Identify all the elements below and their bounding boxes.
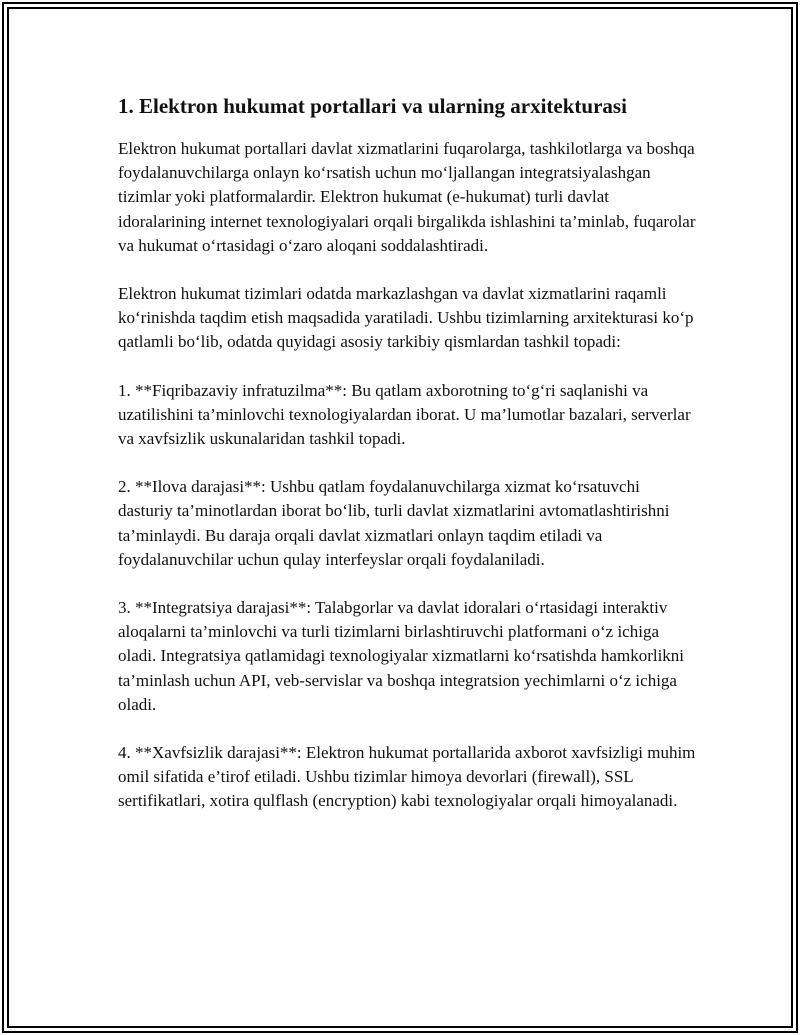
paragraph-architecture: Elektron hukumat tizimlari odatda markazlashgan va davlat xizmatlarini raqamli ko‘rinishda taqdim etish maqsadida yaratiladi. Ushbu tizimlarning arxitekturasi ko‘p qatlamli bo‘lib, odatda quyidagi asosiy tarkibiy qismlardan tashkil topadi: bbox=[118, 284, 694, 352]
list-item-integration-layer: 3. **Integratsiya darajasi**: Talabgorlar va davlat idoralari o‘rtasidagi interaktiv aloqalarni ta’minlovchi va turli tizimlarni birlashtiruvchi platformani o‘z ichiga oladi. Integratsiya qatlamidagi texnologiyalar xizmatlarni ko‘rsatishda hamkorlikni ta’minlash uchun API, veb-servislar va boshqa integratsion yechimlarni o‘z ichiga oladi. bbox=[118, 598, 685, 714]
list-item-application-layer: 2. **Ilova darajasi**: Ushbu qatlam foydalanuvchilarga xizmat ko‘rsatuvchi dasturiy ta’minotlardan iborat bo‘lib, turli davlat xizmatlarini avtomatlashtirishni ta’minlaydi. Bu daraja orqali davlat xizmatlari onlayn taqdim etiladi va foydalanuvchilar uchun qulay interfeyslar orqali foydalaniladi. bbox=[118, 477, 670, 569]
list-item-security-layer: 4. **Xavfsizlik darajasi**: Elektron hukumat portallarida axborot xavfsizligi muhim omil sifatida e’tirof etiladi. Ushbu tizimlar himoya devorlari (firewall), SSL sertifikatlari, xotira qulflash (encryption) kabi texnologiyalar orqali himoyalanadi. bbox=[118, 743, 696, 811]
paragraph-intro: Elektron hukumat portallari davlat xizmatlarini fuqarolarga, tashkilotlarga va boshqa foydalanuvchilarga onlayn ko‘rsatish uchun mo‘ljallangan integratsiyalashgan tizimlar yoki platformalardir. Elektron hukumat (e-hukumat) turli davlat idoralarining internet texnologiyalari orqali birgalikda ishlashini ta’minlab, fuqarolar va hukumat o‘rtasidagi o‘zaro aloqani soddalashtiradi. bbox=[118, 139, 696, 255]
section-heading: 1. Elektron hukumat portallari va ularning arxitekturasi bbox=[118, 94, 627, 118]
document-body bbox=[118, 93, 698, 838]
list-item-infrastructure: 1. **Fiqribazaviy infratuzilma**: Bu qatlam axborotning to‘g‘ri saqlanishi va uzatilishini ta’minlovchi texnologiyalardan iborat. U ma’lumotlar bazalari, serverlar va xavfsizlik uskunalaridan tashkil topadi. bbox=[118, 380, 691, 449]
